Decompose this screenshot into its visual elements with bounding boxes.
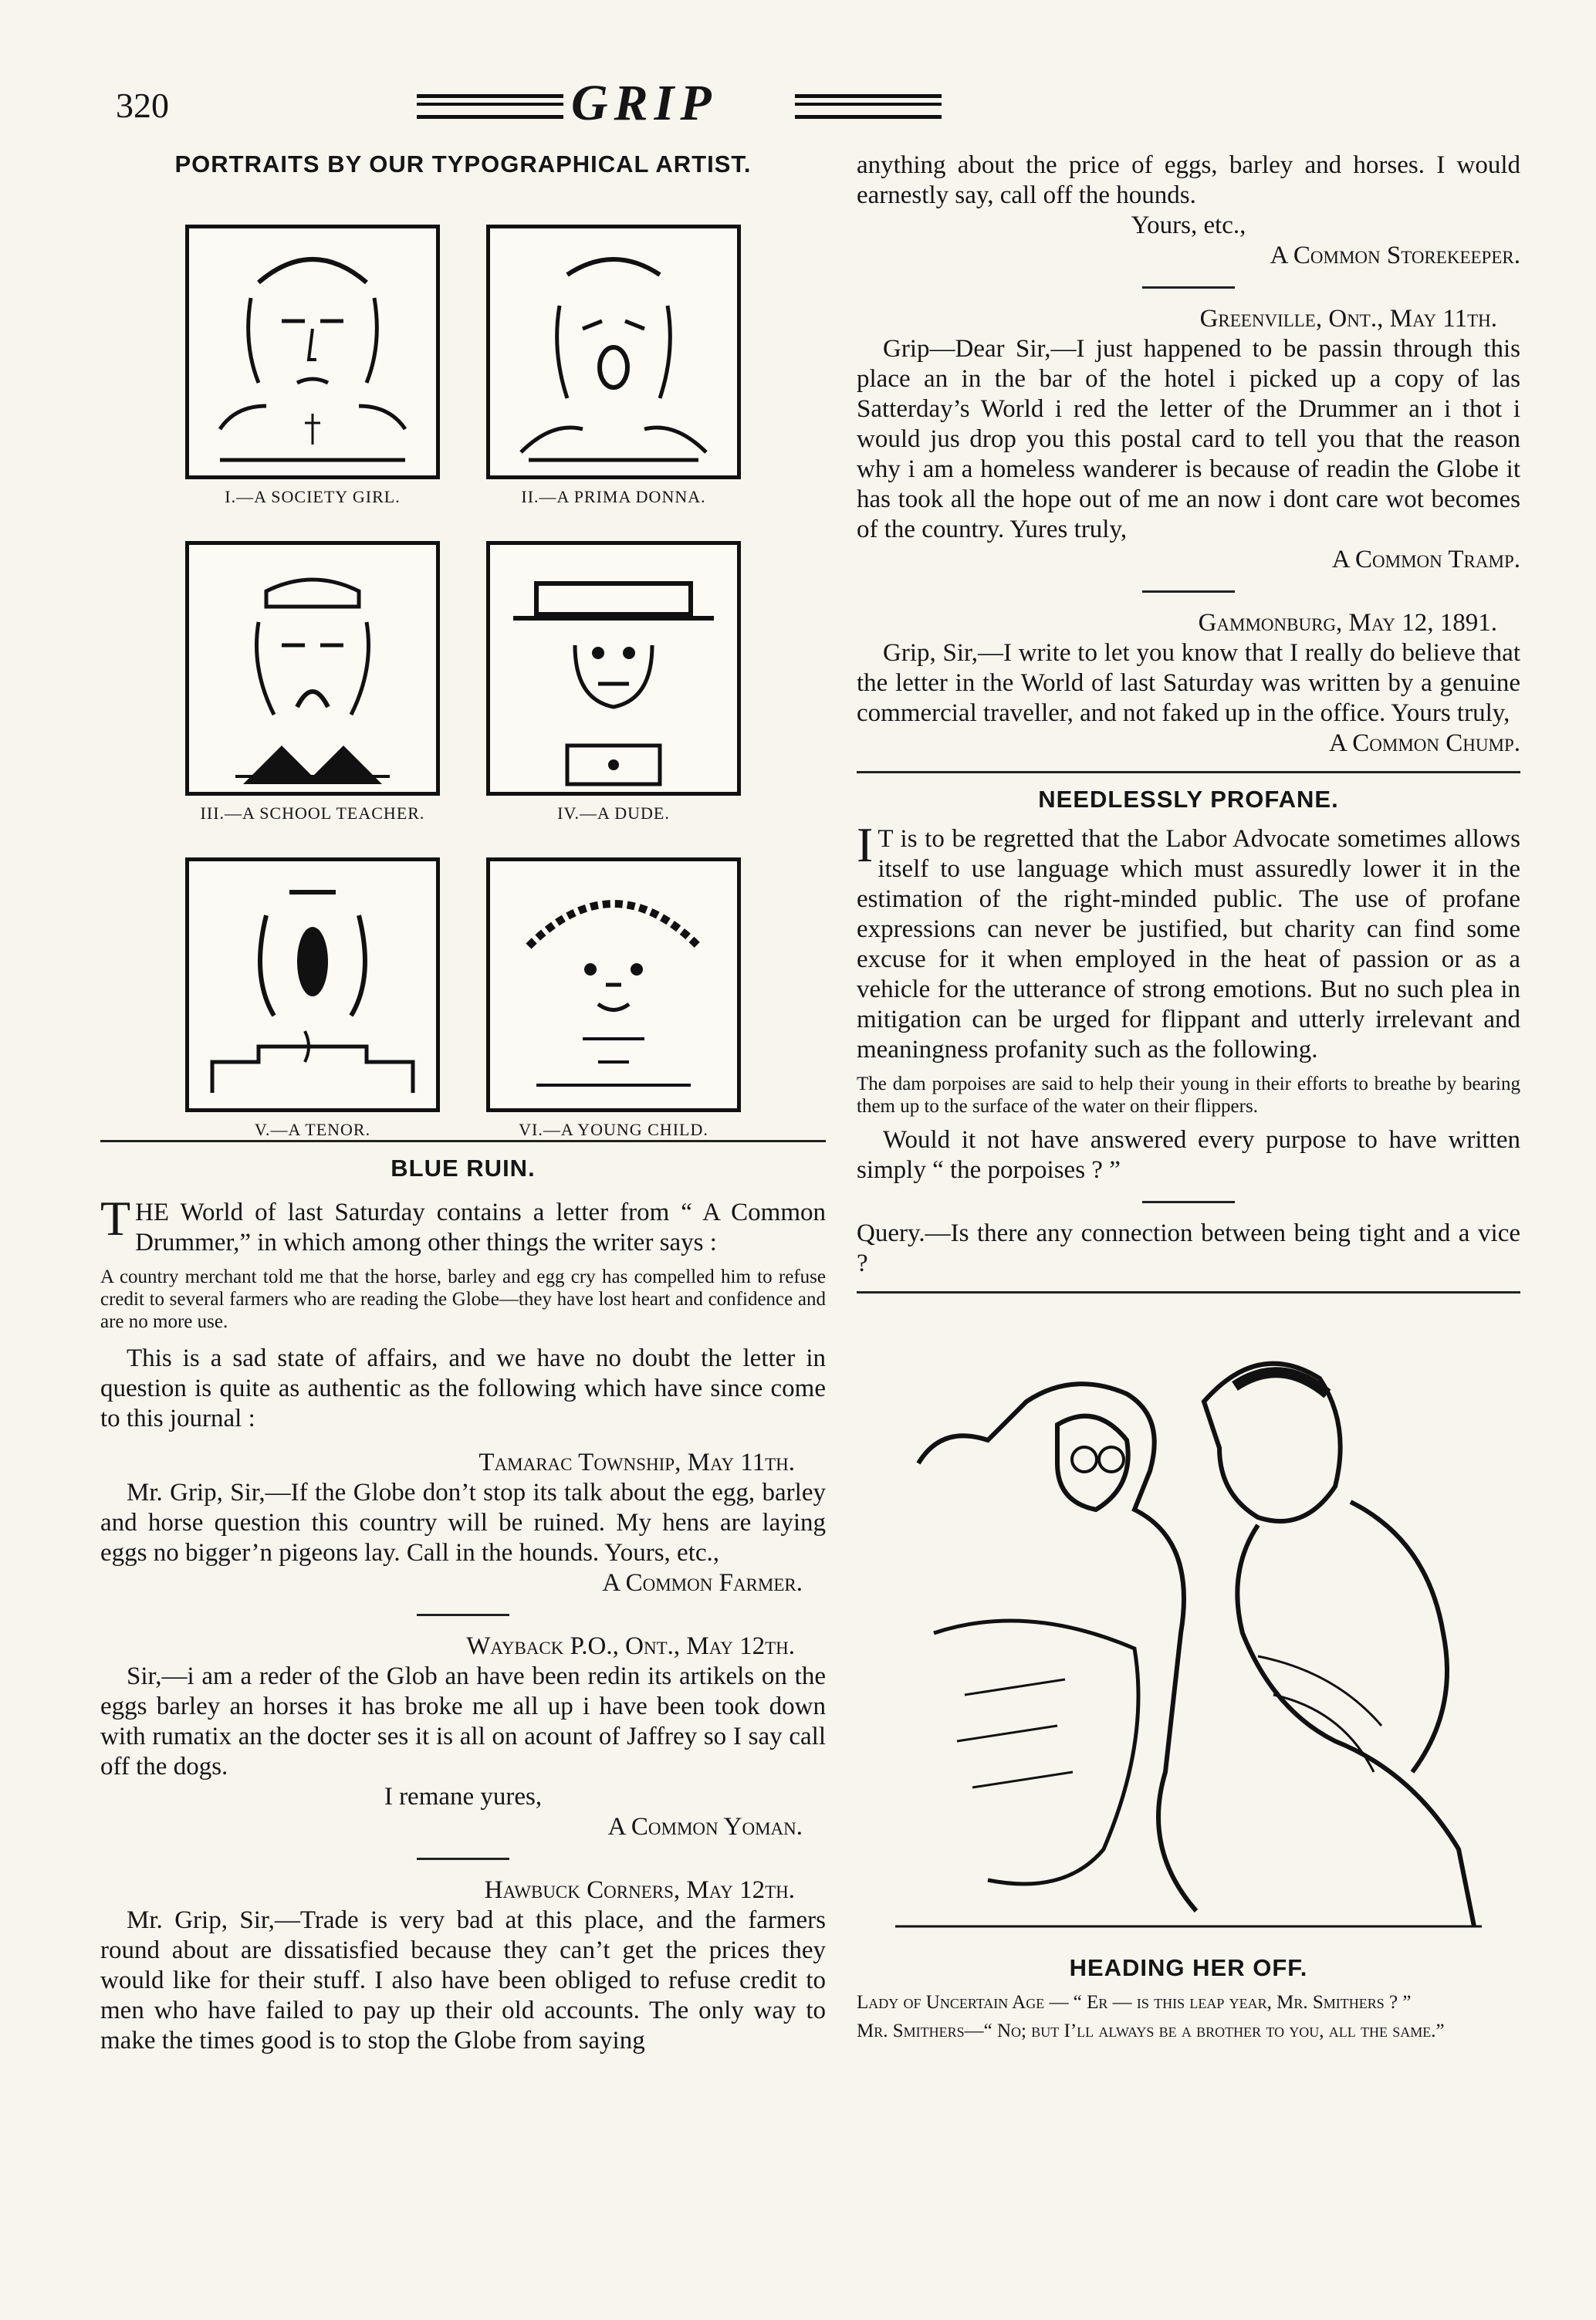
letter-place: Gammonburg, May 12, 1891. <box>1198 609 1497 637</box>
section-divider <box>100 1140 826 1142</box>
letter-continuation: anything about the price of eggs, barley and horses. I would earnestly say, call off the hounds. <box>857 151 1520 209</box>
letter-place: Wayback P.O., Ont., May 12th. <box>466 1632 795 1660</box>
letter-signature: A Common Storekeeper. <box>1270 242 1520 269</box>
letter-closing: Yours, etc., <box>1131 211 1246 239</box>
letter-body: Grip, Sir,—I write to let you know that I really do believe that the letter in the World of last Saturday was written by a genuine commercial traveller, and not faked up in the office. Yours truly, <box>857 639 1520 727</box>
society-girl-portrait <box>185 225 440 479</box>
letter-body: Grip—Dear Sir,—I just happened to be passin through this place an in the bar of the hotel i picked up a copy of las Satterday’s World i red the letter of the Drummer an i thot i would jus drop you this postal card to tell you that the reason why i am a homeless wanderer is because of readin the Globe it has took all the hope out of me an now i dont care wot becomes of the country. Yures truly, <box>857 335 1520 543</box>
portrait-3 <box>185 541 440 823</box>
blue-ruin-intro: THE World of last Saturday contains a letter from “ A Common Drummer,” in which among other things the writer says : <box>100 1191 826 1256</box>
portrait-caption: VI.—A YOUNG CHILD. <box>519 1120 708 1139</box>
letter-divider <box>417 1614 509 1616</box>
portrait-1 <box>185 225 440 507</box>
portrait-6 <box>486 857 741 1140</box>
letter-divider <box>1142 590 1235 593</box>
letter-place: Greenville, Ont., May 11th. <box>1199 305 1497 333</box>
portrait-5 <box>185 857 440 1140</box>
page-header <box>116 71 1142 133</box>
portrait-caption: V.—A TENOR. <box>254 1120 371 1139</box>
letter-signature: A Common Tramp. <box>1331 546 1520 573</box>
portrait-caption: II.—A PRIMA DONNA. <box>521 487 706 506</box>
masthead-rule-right <box>795 94 942 119</box>
needlessly-profane-title: NEEDLESSLY PROFANE. <box>1038 786 1339 813</box>
letter-divider <box>417 1858 509 1860</box>
letter-closing: I remane yures, <box>384 1783 543 1811</box>
portrait-caption: III.—A SCHOOL TEACHER. <box>200 803 425 823</box>
tenor-portrait <box>185 857 440 1112</box>
right-column <box>857 150 1520 2042</box>
section-divider <box>857 1291 1520 1294</box>
needlessly-profane-closing: Would it not have answered every purpose to have written simply “ the porpoises ? ” <box>857 1126 1520 1184</box>
blue-ruin-paragraph: This is a sad state of affairs, and we have no doubt the letter in question is quite as authentic as the following which have since come to this journal : <box>100 1344 826 1432</box>
heading-her-off-title: HEADING HER OFF. <box>1069 1954 1308 1981</box>
dude-portrait <box>486 541 741 796</box>
portraits-title: PORTRAITS BY OUR TYPOGRAPHICAL ARTIST. <box>174 150 752 178</box>
letter-body: Sir,—i am a reder of the Glob an have been redin its artikels on the eggs barley an horses it has broke me all up i have been took down with rumatix an the docter ses it is all on acount of Jaffrey so I say call off the dogs. <box>100 1662 826 1781</box>
prima-donna-portrait <box>486 225 741 479</box>
section-divider-short <box>1142 1201 1235 1203</box>
letter-signature: A Common Yoman. <box>607 1813 803 1841</box>
blue-ruin-quote: A country merchant told me that the horse, barley and egg cry has compelled him to refuse credit to several farmers who are reading the Globe—they have lost heart and confidence and are no more use. <box>100 1267 826 1332</box>
dialogue-line-2: Mr. Smithers—“ No; but I’ll always be a brother to you, all the same.” <box>857 2021 1445 2041</box>
letter-place: Tamarac Township, May 11th. <box>478 1449 795 1476</box>
portrait-4 <box>486 541 741 823</box>
portrait-2 <box>486 225 741 507</box>
school-teacher-portrait <box>185 541 440 796</box>
young-child-portrait <box>486 857 741 1112</box>
section-divider <box>857 771 1520 773</box>
left-column <box>100 150 826 2056</box>
couple-illustration <box>872 1309 1505 1942</box>
portrait-grid <box>100 178 826 1139</box>
portrait-caption: I.—A SOCIETY GIRL. <box>225 487 401 506</box>
letter-body: Mr. Grip, Sir,—Trade is very bad at this place, and the farmers round about are dissatisfied because they can’t get the prices they would like for their stuff. I also have been obliged to refuse credit to men who have failed to pay up their old accounts. The only way to make the times good is to stop the Globe from saying <box>100 1906 826 2055</box>
page-number: 320 <box>116 86 169 125</box>
query-text: Query.—Is there any connection between being tight and a vice ? <box>857 1219 1520 1277</box>
masthead-rule-left <box>417 94 563 119</box>
needlessly-profane-paragraph: IT is to be regretted that the Labor Advocate sometimes allows itself to use language which must assuredly lower it in the estimation of the right-minded public. The use of profane expressions can never be justified, but charity can find some excuse for it when employed in the heat of passion or as a vehicle for the utterance of strong emotions. But no such plea in mitigation can be urged for flippant and utterly irrelevant and meaningness profanity such as the following. <box>857 817 1520 1064</box>
needlessly-profane-quote: The dam porpoises are said to help their young in their efforts to breathe by bearing them up to the surface of the water on their flippers. <box>857 1074 1520 1117</box>
letter-signature: A Common Chump. <box>1329 729 1520 757</box>
dialogue-line-1: Lady of Uncertain Age — “ Er — is this leap year, Mr. Smithers ? ” <box>857 1992 1412 2013</box>
blue-ruin-title: BLUE RUIN. <box>391 1155 536 1182</box>
portrait-caption: IV.—A DUDE. <box>557 803 670 823</box>
letter-body: Mr. Grip, Sir,—If the Globe don’t stop its talk about the egg, barley and horse question this country will be ruined. My hens are laying eggs no bigger’n pigeons lay. Call in the hounds. Yours, etc., <box>100 1479 826 1567</box>
letter-signature: A Common Farmer. <box>602 1569 803 1597</box>
letter-divider <box>1142 286 1235 289</box>
masthead: GRIP <box>571 75 718 131</box>
letter-place: Hawbuck Corners, May 12th. <box>484 1876 795 1904</box>
